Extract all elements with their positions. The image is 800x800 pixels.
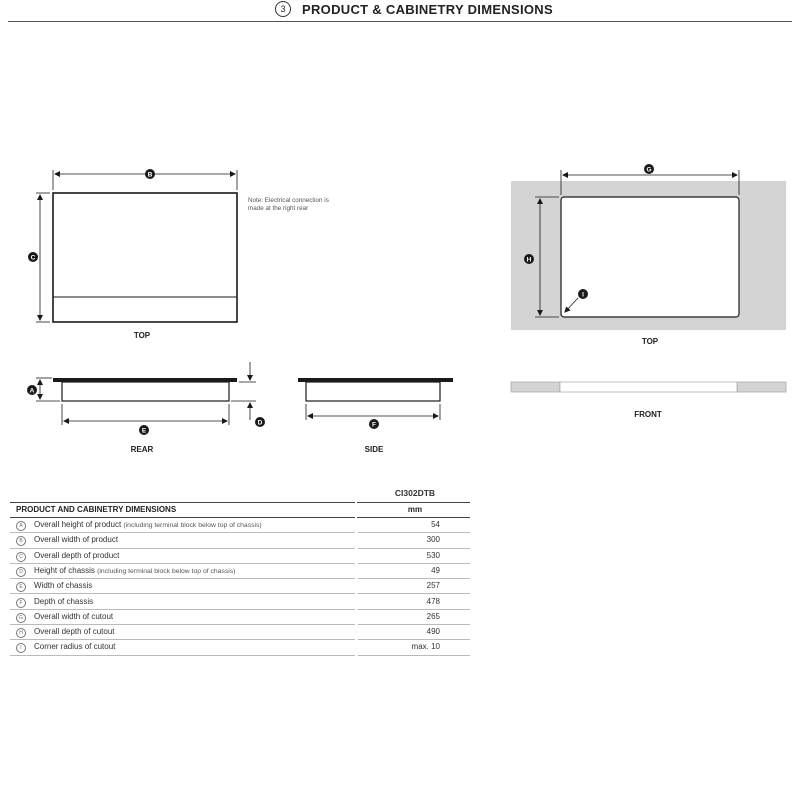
table-row xyxy=(10,625,470,640)
row-value: 49 xyxy=(431,565,440,575)
label-cutout-top: TOP xyxy=(641,337,659,346)
dim-letter-d: D xyxy=(257,419,263,427)
row-value: max. 10 xyxy=(411,642,440,652)
dim-letter-g: G xyxy=(646,166,652,174)
label-rear: REAR xyxy=(130,445,154,454)
label-side: SIDE xyxy=(364,445,384,454)
row-letter-badge: B xyxy=(16,536,26,546)
row-letter-badge: F xyxy=(16,598,26,608)
row-value: 300 xyxy=(426,535,440,545)
row-value: 478 xyxy=(426,596,440,606)
dim-letter-e: E xyxy=(141,427,147,435)
label-front: FRONT xyxy=(634,410,662,419)
rear-chassis xyxy=(62,382,229,401)
row-label: Depth of chassis xyxy=(34,596,94,606)
section-title: PRODUCT & CABINETRY DIMENSIONS xyxy=(302,2,553,17)
row-note: (including terminal block below top of chassis) xyxy=(123,522,262,529)
row-description xyxy=(34,612,113,621)
row-label: Overall width of product xyxy=(34,535,119,545)
row-value: 265 xyxy=(426,611,440,621)
product-side-view xyxy=(298,378,453,454)
electrical-note-line2: made at the right rear xyxy=(248,205,309,212)
table-row xyxy=(10,533,470,548)
table-row xyxy=(10,549,470,564)
dim-letter-c: C xyxy=(30,254,36,262)
row-description xyxy=(34,581,92,590)
row-label: Overall depth of product xyxy=(34,550,120,560)
dim-letter-b: B xyxy=(147,171,153,179)
table-row xyxy=(10,595,470,610)
product-top-view xyxy=(28,169,329,340)
row-value: 530 xyxy=(426,550,440,560)
side-glass xyxy=(298,378,453,382)
row-value: 54 xyxy=(431,520,440,529)
row-description xyxy=(34,627,115,636)
product-rear-view xyxy=(27,362,265,454)
row-label: Height of chassis xyxy=(34,565,95,575)
row-description xyxy=(34,566,235,575)
label-top: TOP xyxy=(133,331,151,340)
row-note: (including terminal block below top of chassis) xyxy=(97,567,236,575)
row-value: 490 xyxy=(426,627,440,637)
row-letter-badge: A xyxy=(16,521,26,531)
table-row xyxy=(10,564,470,579)
side-chassis xyxy=(306,382,440,401)
electrical-note-line1: Note: Electrical connection is xyxy=(248,197,329,204)
model-number: CI302DTB xyxy=(394,488,436,498)
cutout-top-view xyxy=(511,164,786,346)
row-letter-badge: C xyxy=(16,552,26,562)
section-number-badge: 3 xyxy=(275,1,291,17)
table-row xyxy=(10,579,470,594)
table-row xyxy=(10,518,470,533)
row-label: Corner radius of cutout xyxy=(34,642,116,652)
row-description xyxy=(34,535,118,544)
dim-letter-i: I xyxy=(582,291,584,299)
row-label: Overall depth of cutout xyxy=(34,627,115,637)
rear-glass xyxy=(53,378,237,382)
table-row xyxy=(10,640,470,655)
row-description xyxy=(34,597,93,606)
cabinet-front-opening xyxy=(560,382,737,392)
cabinet-front-view xyxy=(511,382,786,419)
row-description xyxy=(34,551,119,560)
dim-letter-h: H xyxy=(526,256,532,264)
row-label: Overall width of cutout xyxy=(34,611,114,621)
row-letter-badge: E xyxy=(16,582,26,592)
cabinet-front-right xyxy=(737,382,786,392)
row-label: Overall height of product xyxy=(34,520,122,529)
row-letter-badge: I xyxy=(16,643,26,653)
product-outline xyxy=(53,193,237,322)
table-header xyxy=(10,502,470,518)
row-letter-badge: G xyxy=(16,613,26,623)
table-header-unit: mm xyxy=(407,505,423,514)
row-letter-badge: H xyxy=(16,628,26,638)
cutout-opening xyxy=(561,197,739,317)
row-description xyxy=(34,642,115,651)
row-letter-badge: D xyxy=(16,567,26,577)
row-value: 257 xyxy=(426,581,440,591)
row-description xyxy=(34,520,262,529)
cabinet-front-left xyxy=(511,382,560,392)
table-header-title: PRODUCT AND CABINETRY DIMENSIONS xyxy=(16,505,177,514)
row-label: Width of chassis xyxy=(34,581,93,591)
dim-letter-a: A xyxy=(29,387,35,395)
table-row xyxy=(10,610,470,625)
dim-letter-f: F xyxy=(372,421,376,429)
